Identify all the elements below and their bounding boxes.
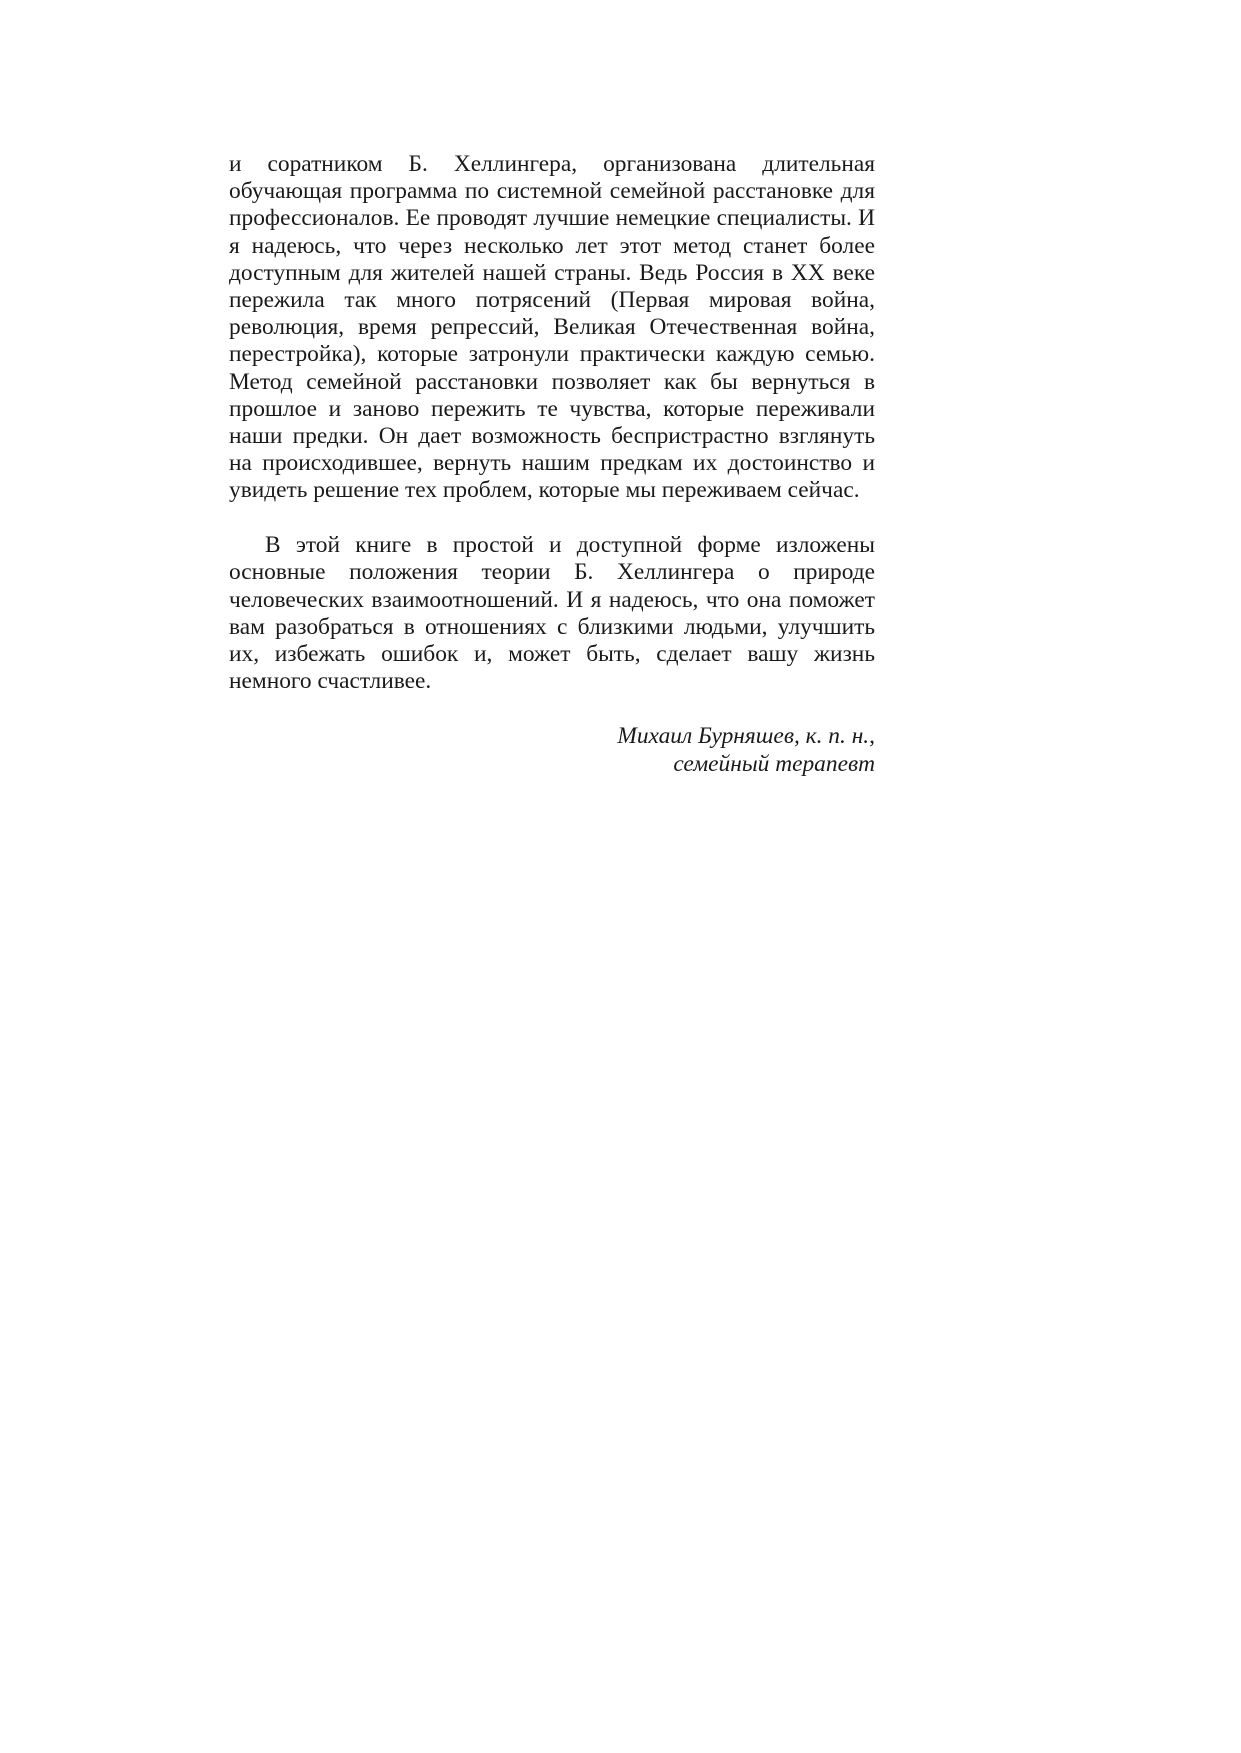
body-text [229,151,875,778]
author-signature [229,723,875,778]
paragraph-continuation: и соратником Б. Хеллингера, организована длительная обучающая программа по системной семейной расстановке для профессионалов. Ее проводят лучшие немецкие специалисты. И я надеюсь, что через несколько лет этот метод станет более доступным для жителей нашей страны. Ведь Россия в XX веке пережила так много потрясений (Первая мировая война, революция, время репрессий, Великая Отечественная война, перестройка), которые затронули практически каждую семью. Метод семейной расстановки позволяет как бы вернуться в прошлое и заново пережить те чувства, которые переживали наши предки. Он дает возможность беспристрастно взглянуть на происходившее, вернуть нашим предкам их достоинство и увидеть решение тех проблем, которые мы переживаем сейчас. [229,151,875,504]
paragraph-book-summary: В этой книге в простой и доступной форме изложены основные положения теории Б. Хеллингера о природе человеческих взаимоотношений. И я надеюсь, что она поможет вам разобраться в отношениях с близкими людьми, улучшить их, избежать ошибок и, может быть, сделает вашу жизнь немного счастливее. [229,532,875,695]
signature-name: Михаил Бурняшев, к. п. н., [617,723,875,750]
signature-title: семейный терапевт [673,750,875,777]
